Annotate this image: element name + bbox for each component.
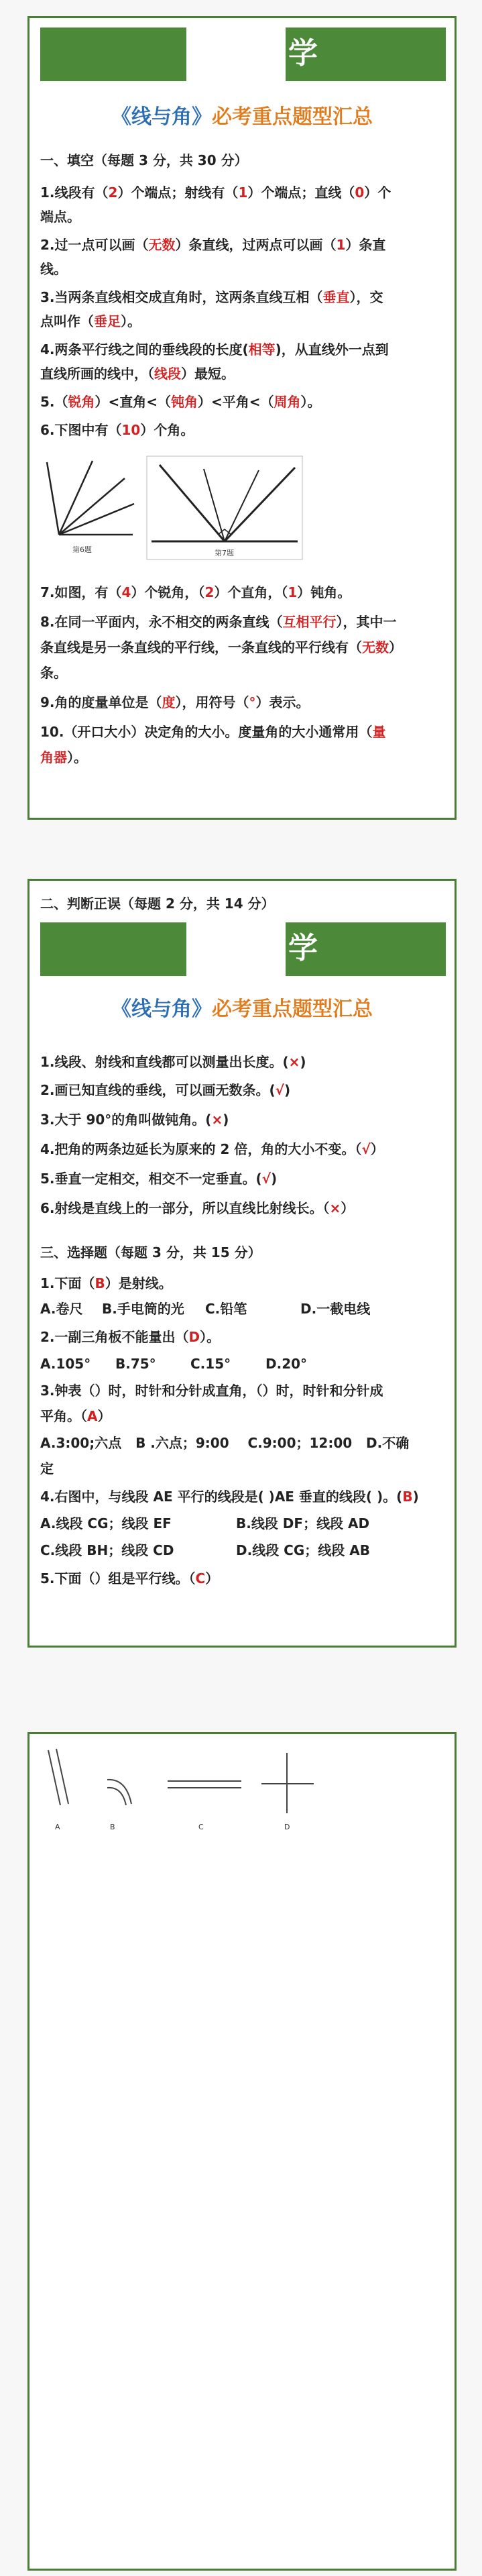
option-d-label: D bbox=[284, 1823, 290, 1831]
figure-q6-caption: 第6题 bbox=[72, 545, 92, 554]
right-ray bbox=[225, 468, 295, 541]
question-7: 7.如图，有（4）个锐角，（2）个直角，（1）钝角。 bbox=[40, 584, 351, 600]
figure-parallel-drawing bbox=[40, 1746, 322, 1833]
card-fill-in-blank bbox=[27, 16, 457, 820]
choice-q4-options-2: C.线段 BH；线段 CD D.线段 CG；线段 AB bbox=[40, 1542, 370, 1558]
banner-white-tag bbox=[186, 28, 286, 81]
option-c-label: C bbox=[198, 1823, 204, 1831]
judge-item-2: 2.画已知直线的垂线，可以画无数条。(√) bbox=[40, 1082, 291, 1098]
question-1-cont: 端点。 bbox=[40, 209, 80, 225]
ray-5 bbox=[47, 462, 59, 535]
question-8: 8.在同一平面内，永不相交的两条直线（互相平行），其中一 bbox=[40, 614, 397, 630]
question-3: 3.当两条直线相交成直角时，这两条直线互相（垂直），交 bbox=[40, 289, 383, 305]
banner-glyph-2: 学 bbox=[288, 931, 318, 965]
choice-q4: 4.右图中，与线段 AE 平行的线段是( )AE 垂直的线段( )。(B) bbox=[40, 1489, 419, 1505]
choice-q2-options: A.105° B.75° C.15° D.20° bbox=[40, 1356, 308, 1372]
page-title bbox=[29, 100, 455, 129]
ray-3 bbox=[59, 478, 125, 535]
question-6: 6.下图中有（10）个角。 bbox=[40, 422, 194, 438]
title-banner-2 bbox=[40, 922, 446, 976]
figure-q7-drawing bbox=[146, 455, 303, 560]
question-3-cont: 点叫作（垂足）。 bbox=[40, 313, 141, 329]
judge-item-4: 4.把角的两条边延长为原来的 2 倍，角的大小不变。（√） bbox=[40, 1141, 384, 1157]
figure-parallel-options bbox=[40, 1746, 322, 1833]
option-a-label: A bbox=[55, 1823, 60, 1831]
question-2-cont: 线。 bbox=[40, 261, 67, 277]
question-9: 9.角的度量单位是（度），用符号（°）表示。 bbox=[40, 694, 310, 710]
choice-q3-options: A.3:00;六点 B .六点；9:00 C.9:00；12:00 D.不确 bbox=[40, 1435, 410, 1451]
title-book-name: 《线与角》 bbox=[111, 105, 212, 129]
title-book-name-2: 《线与角》 bbox=[111, 998, 212, 1021]
question-4-cont: 直线所画的线中，（线段）最短。 bbox=[40, 366, 235, 382]
judge-item-6: 6.射线是直线上的一部分，所以直线比射线长。（×） bbox=[40, 1200, 355, 1216]
option-b-label: B bbox=[110, 1823, 115, 1831]
figure-q6-drawing bbox=[39, 455, 139, 556]
inner-ray-2 bbox=[225, 470, 259, 541]
section-heading-judge: 二、判断正误（每题 2 分，共 14 分） bbox=[40, 896, 275, 912]
question-8-cont: 条直线是另一条直线的平行线，一条直线的平行线有（无数） bbox=[40, 639, 402, 655]
question-4: 4.两条平行线之间的垂线段的长度(相等)，从直线外一点到 bbox=[40, 341, 389, 358]
banner-glyph: 学 bbox=[288, 36, 318, 70]
question-5: 5.（锐角）<直角<（钝角）<平角<（周角）。 bbox=[40, 394, 321, 410]
question-8-cont2: 条。 bbox=[40, 665, 67, 681]
question-10-cont: 角器）。 bbox=[40, 749, 87, 765]
section-heading-fill: 一、填空（每题 3 分，共 30 分） bbox=[40, 152, 248, 168]
judge-item-3: 3.大于 90°的角叫做钝角。(×) bbox=[40, 1112, 229, 1128]
banner-white-tag-2 bbox=[186, 922, 286, 976]
choice-q4-options-1: A.线段 CG；线段 EF B.线段 DF；线段 AD bbox=[40, 1515, 370, 1532]
card-true-false-and-choice bbox=[27, 879, 457, 1648]
choice-q3: 3.钟表（）时，时针和分针成直角，（）时，时针和分针成 bbox=[40, 1383, 383, 1399]
question-10: 10.（开口大小）决定角的大小。度量角的大小通常用（量 bbox=[40, 724, 386, 740]
choice-q5: 5.下面（）组是平行线。（C） bbox=[40, 1570, 219, 1587]
title-subtitle-2: 必考重点题型汇总 bbox=[212, 998, 373, 1021]
judge-item-5: 5.垂直一定相交，相交不一定垂直。(√) bbox=[40, 1171, 278, 1187]
judge-item-1: 1.线段、射线和直线都可以测量出长度。(×) bbox=[40, 1054, 306, 1070]
choice-q1: 1.下面（B）是射线。 bbox=[40, 1275, 172, 1291]
section-heading-choice: 三、选择题（每题 3 分，共 15 分） bbox=[40, 1244, 261, 1260]
figure-q7-caption: 第7题 bbox=[215, 549, 234, 557]
figure-q7 bbox=[146, 455, 303, 560]
choice-q3-options-cont: 定 bbox=[40, 1460, 54, 1477]
choice-q1-options: A.卷尺 B.手电筒的光 C.铅笔 D.一截电线 bbox=[40, 1301, 371, 1317]
title-banner bbox=[40, 28, 446, 81]
option-b-arc-2 bbox=[107, 1788, 126, 1805]
question-1: 1.线段有（2）个端点；射线有（1）个端点；直线（0）个 bbox=[40, 184, 391, 201]
question-2: 2.过一点可以画（无数）条直线，过两点可以画（1）条直 bbox=[40, 237, 386, 253]
card-parallel-figure bbox=[27, 1732, 457, 2571]
left-ray bbox=[160, 465, 225, 541]
page-title-2 bbox=[29, 992, 455, 1022]
choice-q2: 2.一副三角板不能量出（D）。 bbox=[40, 1329, 221, 1345]
choice-q3-cont: 平角。（A） bbox=[40, 1408, 111, 1424]
title-subtitle: 必考重点题型汇总 bbox=[212, 105, 373, 129]
figure-q6 bbox=[39, 455, 139, 556]
